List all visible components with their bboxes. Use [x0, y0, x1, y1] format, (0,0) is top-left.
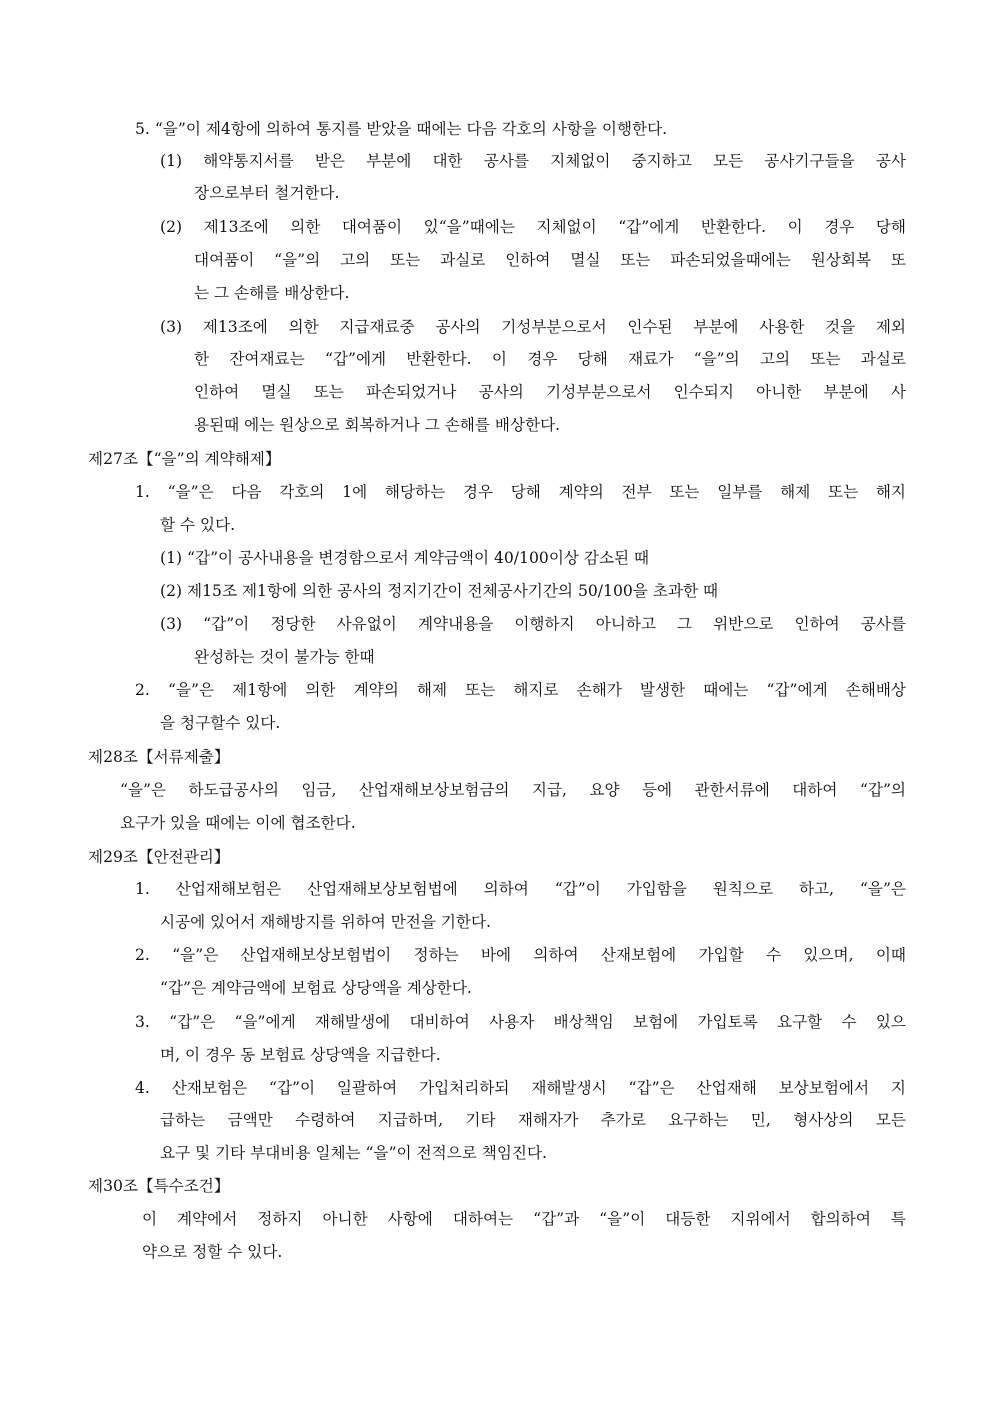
article-29-item-4-line-3: 요구 및 기타 부대비용 일체는 “을”이 전적으로 책임진다. [160, 1144, 547, 1162]
article-27-sub-2: (2) 제15조 제1항에 의한 공사의 정지기간이 전체공사기간의 50/100을 초과한 때 [160, 582, 719, 600]
article-27-item-1-line-1: 1. “을”은 다음 각호의 1에 해당하는 경우 당해 계약의 전부 또는 일부를 해제 또는 해지 [135, 483, 906, 501]
item-5-sub-3-line-4: 용된때 에는 원상으로 회복하거나 그 손해를 배상한다. [194, 416, 561, 434]
article-27-sub-3-line-2: 완성하는 것이 불가능 한때 [194, 648, 375, 666]
article-29-item-2-line-2: “갑”은 계약금액에 보험료 상당액을 계상한다. [160, 979, 472, 997]
article-29-item-4-line-1: 4. 산재보험은 “갑”이 일괄하여 가입처리하되 재해발생시 “갑”은 산업재해 보상보험에서 지 [135, 1079, 906, 1097]
article-28-heading: 제28조【서류제출】 [88, 748, 230, 766]
article-29-item-2-line-1: 2. “을”은 산업재해보상보험법이 정하는 바에 의하여 산재보험에 가입할 수 있으며, 이때 [135, 946, 906, 964]
article-29-heading: 제29조【안전관리】 [88, 848, 230, 866]
item-5-sub-1-line-1: (1) 해약통지서를 받은 부분에 대한 공사를 지체없이 중지하고 모든 공사기구들을 공사 [160, 152, 906, 170]
item-5-intro: 5. “을”이 제4항에 의하여 통지를 받았을 때에는 다음 각호의 사항을 이행한다. [135, 120, 668, 138]
item-5-sub-2-line-1: (2) 제13조에 의한 대여품이 있“을”때에는 지체없이 “갑”에게 반환한다. 이 경우 당해 [160, 218, 906, 236]
article-29-item-4-line-2: 급하는 금액만 수령하여 지급하며, 기타 재해자가 추가로 요구하는 민, 형사상의 모든 [160, 1111, 906, 1129]
article-29-item-1-line-1: 1. 산업재해보험은 산업재해보상보험법에 의하여 “갑”이 가입함을 원칙으로 하고, “을”은 [135, 880, 906, 898]
article-27-sub-1: (1) “갑”이 공사내용을 변경함으로서 계약금액이 40/100이상 감소된 때 [160, 549, 650, 567]
article-27-item-2-line-1: 2. “을”은 제1항에 의한 계약의 해제 또는 해지로 손해가 발생한 때에는 “갑”에게 손해배상 [135, 681, 906, 699]
item-5-sub-1-line-2: 장으로부터 철거한다. [194, 184, 340, 202]
article-28-body-line-2: 요구가 있을 때에는 이에 협조한다. [120, 814, 356, 832]
article-29-item-3-line-1: 3. “갑”은 “을”에게 재해발생에 대비하여 사용자 배상책임 보험에 가입토록 요구할 수 있으 [135, 1013, 906, 1031]
article-28-body-line-1: “을”은 하도급공사의 임금, 산업재해보상보험금의 지급, 요양 등에 관한서류에 대하여 “갑”의 [120, 781, 906, 799]
item-5-sub-3-line-1: (3) 제13조에 의한 지급재료중 공사의 기성부분으로서 인수된 부분에 사용한 것을 제외 [160, 318, 906, 336]
article-30-body-line-2: 약으로 정할 수 있다. [142, 1243, 283, 1261]
article-27-item-1-line-2: 할 수 있다. [160, 516, 236, 534]
item-5-sub-3-line-3: 인하여 멸실 또는 파손되었거나 공사의 기성부분으로서 인수되지 아니한 부분에 사 [194, 383, 906, 401]
article-29-item-3-line-2: 며, 이 경우 동 보험료 상당액을 지급한다. [160, 1046, 441, 1064]
article-27-heading: 제27조【“을”의 계약해제】 [88, 450, 281, 468]
item-5-sub-3-line-2: 한 잔여재료는 “갑”에게 반환한다. 이 경우 당해 재료가 “을”의 고의 또는 과실로 [194, 350, 906, 368]
item-5-sub-2-line-2: 대여품이 “을”의 고의 또는 과실로 인하여 멸실 또는 파손되었을때에는 원상회복 또 [194, 251, 906, 269]
article-27-item-2-line-2: 을 청구할수 있다. [160, 714, 281, 732]
article-30-body-line-1: 이 계약에서 정하지 아니한 사항에 대하여는 “갑”과 “을”이 대등한 지위에서 합의하여 특 [142, 1210, 906, 1228]
article-29-item-1-line-2: 시공에 있어서 재해방지를 위하여 만전을 기한다. [160, 913, 492, 931]
article-30-heading: 제30조【특수조건】 [88, 1177, 230, 1195]
article-27-sub-3-line-1: (3) “갑”이 정당한 사유없이 계약내용을 이행하지 아니하고 그 위반으로 인하여 공사를 [160, 615, 906, 633]
item-5-sub-2-line-3: 는 그 손해를 배상한다. [194, 284, 350, 302]
